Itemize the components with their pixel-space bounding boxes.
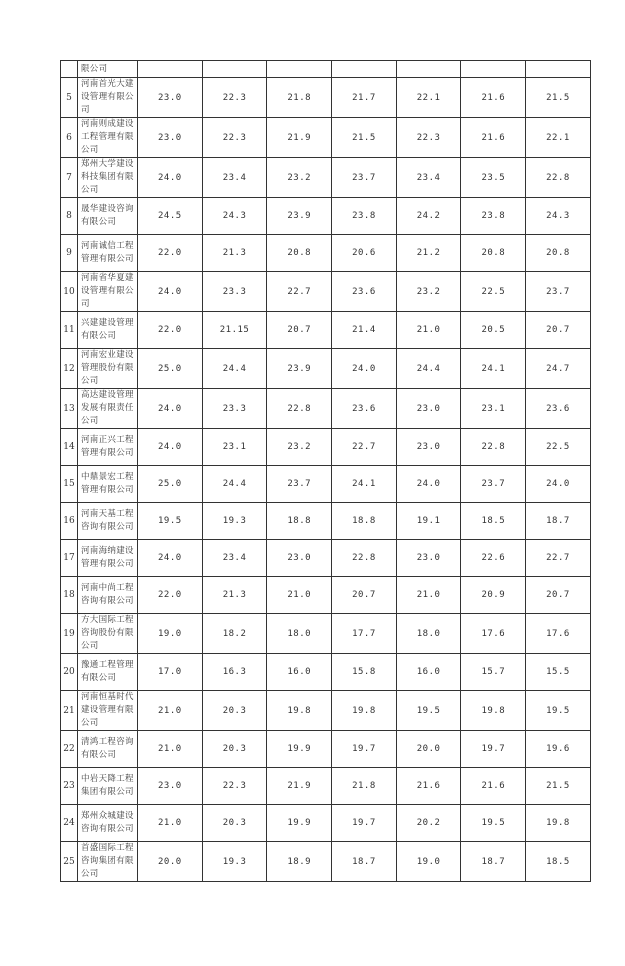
company-name-cell: 河南首光大建设管理有限公司 xyxy=(78,78,138,118)
score-cell: 24.0 xyxy=(138,429,203,466)
score-cell: 21.0 xyxy=(267,577,332,614)
score-cell xyxy=(396,61,461,78)
company-name-cell: 河南省华夏建设管理有限公司 xyxy=(78,272,138,312)
company-name-cell: 中岩天降工程集团有限公司 xyxy=(78,768,138,805)
score-cell: 22.3 xyxy=(202,78,267,118)
table-row-continued xyxy=(61,61,591,78)
company-name-cell: 高达建设管理发展有限责任公司 xyxy=(78,389,138,429)
score-cell: 18.8 xyxy=(332,503,397,540)
score-cell: 22.0 xyxy=(138,577,203,614)
score-cell: 20.8 xyxy=(267,235,332,272)
score-cell: 16.0 xyxy=(396,654,461,691)
company-name-cell: 首盛国际工程咨询集团有限公司 xyxy=(78,842,138,882)
score-cell: 21.0 xyxy=(138,691,203,731)
score-cell: 19.1 xyxy=(396,503,461,540)
score-cell: 21.0 xyxy=(396,577,461,614)
row-number-cell: 22 xyxy=(61,731,78,768)
row-number-cell: 14 xyxy=(61,429,78,466)
table-row xyxy=(61,466,591,503)
score-cell: 24.5 xyxy=(138,198,203,235)
company-name-cell: 兴建建设管理有限公司 xyxy=(78,312,138,349)
score-cell: 19.3 xyxy=(202,503,267,540)
score-cell: 23.0 xyxy=(267,540,332,577)
score-cell: 23.7 xyxy=(332,158,397,198)
document-page xyxy=(60,60,590,882)
table-row xyxy=(61,429,591,466)
score-cell: 18.0 xyxy=(267,614,332,654)
score-cell: 22.0 xyxy=(138,235,203,272)
table-row xyxy=(61,349,591,389)
company-name-cell: 河南则成建设工程管理有限公司 xyxy=(78,118,138,158)
score-cell: 24.2 xyxy=(396,198,461,235)
score-cell xyxy=(526,61,591,78)
score-cell xyxy=(332,61,397,78)
score-cell: 19.5 xyxy=(396,691,461,731)
score-cell: 24.0 xyxy=(138,389,203,429)
score-cell: 17.6 xyxy=(461,614,526,654)
score-cell: 17.6 xyxy=(526,614,591,654)
score-cell: 22.1 xyxy=(396,78,461,118)
score-cell xyxy=(202,61,267,78)
score-cell: 22.7 xyxy=(332,429,397,466)
table-row xyxy=(61,312,591,349)
score-cell: 22.1 xyxy=(526,118,591,158)
company-name-cell: 河南天基工程咨询有限公司 xyxy=(78,503,138,540)
score-cell: 23.0 xyxy=(396,429,461,466)
score-cell: 23.2 xyxy=(396,272,461,312)
row-number-cell: 19 xyxy=(61,614,78,654)
score-cell: 19.9 xyxy=(267,731,332,768)
score-cell: 23.2 xyxy=(267,158,332,198)
row-number-cell: 18 xyxy=(61,577,78,614)
score-cell: 19.7 xyxy=(332,805,397,842)
company-name-cell: 清鸿工程咨询有限公司 xyxy=(78,731,138,768)
score-table-body xyxy=(61,61,591,882)
row-number-cell: 5 xyxy=(61,78,78,118)
table-row xyxy=(61,691,591,731)
row-number-cell: 11 xyxy=(61,312,78,349)
score-cell xyxy=(138,61,203,78)
table-row xyxy=(61,158,591,198)
score-cell: 16.0 xyxy=(267,654,332,691)
score-cell: 23.6 xyxy=(526,389,591,429)
score-cell: 17.7 xyxy=(332,614,397,654)
table-row xyxy=(61,389,591,429)
table-row xyxy=(61,78,591,118)
company-name-cell: 河南中尚工程咨询有限公司 xyxy=(78,577,138,614)
score-cell: 18.7 xyxy=(526,503,591,540)
score-cell: 23.4 xyxy=(396,158,461,198)
score-cell: 18.9 xyxy=(267,842,332,882)
score-cell: 23.2 xyxy=(267,429,332,466)
score-cell: 19.0 xyxy=(138,614,203,654)
score-cell: 23.0 xyxy=(396,389,461,429)
score-cell: 23.6 xyxy=(332,389,397,429)
score-cell: 21.7 xyxy=(332,78,397,118)
row-number-cell: 20 xyxy=(61,654,78,691)
score-cell: 23.0 xyxy=(138,118,203,158)
score-cell: 23.0 xyxy=(138,768,203,805)
table-row xyxy=(61,768,591,805)
score-cell: 22.5 xyxy=(526,429,591,466)
score-cell: 18.2 xyxy=(202,614,267,654)
score-cell: 20.0 xyxy=(138,842,203,882)
score-cell: 15.8 xyxy=(332,654,397,691)
score-cell: 22.7 xyxy=(526,540,591,577)
table-row xyxy=(61,654,591,691)
row-number-cell: 21 xyxy=(61,691,78,731)
table-row xyxy=(61,198,591,235)
score-cell: 21.6 xyxy=(461,118,526,158)
score-cell: 20.7 xyxy=(526,312,591,349)
score-cell xyxy=(461,61,526,78)
score-cell: 19.8 xyxy=(461,691,526,731)
table-row xyxy=(61,540,591,577)
company-name-cell: 中鼎景宏工程管理有限公司 xyxy=(78,466,138,503)
score-cell: 19.8 xyxy=(526,805,591,842)
score-cell: 22.8 xyxy=(332,540,397,577)
table-row xyxy=(61,614,591,654)
company-name-cell: 河南正兴工程管理有限公司 xyxy=(78,429,138,466)
score-cell: 19.8 xyxy=(332,691,397,731)
company-name-cell: 郑州众城建设咨询有限公司 xyxy=(78,805,138,842)
score-cell: 20.7 xyxy=(526,577,591,614)
row-number-cell: 24 xyxy=(61,805,78,842)
score-cell: 23.1 xyxy=(202,429,267,466)
score-cell: 25.0 xyxy=(138,349,203,389)
score-cell: 21.0 xyxy=(138,731,203,768)
score-cell: 21.3 xyxy=(202,235,267,272)
score-cell: 23.4 xyxy=(202,158,267,198)
score-cell: 21.6 xyxy=(461,768,526,805)
score-cell: 21.6 xyxy=(461,78,526,118)
score-cell: 20.8 xyxy=(461,235,526,272)
score-cell: 19.7 xyxy=(332,731,397,768)
score-cell: 24.0 xyxy=(138,158,203,198)
company-name-cell: 郑州大学建设科技集团有限公司 xyxy=(78,158,138,198)
company-name-cell: 限公司 xyxy=(78,61,138,78)
score-cell: 21.9 xyxy=(267,118,332,158)
score-cell: 24.3 xyxy=(526,198,591,235)
score-cell: 25.0 xyxy=(138,466,203,503)
score-cell: 22.8 xyxy=(461,429,526,466)
table-row xyxy=(61,235,591,272)
score-cell: 19.9 xyxy=(267,805,332,842)
score-cell: 20.3 xyxy=(202,691,267,731)
row-number-cell: 15 xyxy=(61,466,78,503)
score-cell: 18.5 xyxy=(526,842,591,882)
score-cell: 22.8 xyxy=(267,389,332,429)
company-name-cell: 河南诚信工程管理有限公司 xyxy=(78,235,138,272)
score-cell: 21.0 xyxy=(138,805,203,842)
score-cell: 19.8 xyxy=(267,691,332,731)
score-cell: 21.0 xyxy=(396,312,461,349)
row-number-cell: 25 xyxy=(61,842,78,882)
score-cell: 21.5 xyxy=(526,768,591,805)
score-cell: 20.8 xyxy=(526,235,591,272)
company-name-cell: 晟华建设咨询有限公司 xyxy=(78,198,138,235)
row-number-cell: 6 xyxy=(61,118,78,158)
score-cell: 22.3 xyxy=(202,768,267,805)
score-cell: 24.7 xyxy=(526,349,591,389)
score-cell: 21.3 xyxy=(202,577,267,614)
score-cell: 22.7 xyxy=(267,272,332,312)
row-number-cell: 13 xyxy=(61,389,78,429)
score-cell: 24.1 xyxy=(461,349,526,389)
score-cell: 23.3 xyxy=(202,272,267,312)
row-number-cell xyxy=(61,61,78,78)
score-cell: 19.7 xyxy=(461,731,526,768)
score-cell: 22.3 xyxy=(202,118,267,158)
score-cell: 18.7 xyxy=(461,842,526,882)
score-cell: 21.2 xyxy=(396,235,461,272)
score-cell: 18.7 xyxy=(332,842,397,882)
score-cell: 20.6 xyxy=(332,235,397,272)
score-cell: 19.5 xyxy=(526,691,591,731)
table-row xyxy=(61,118,591,158)
score-cell: 24.0 xyxy=(138,540,203,577)
table-row xyxy=(61,842,591,882)
score-cell: 19.6 xyxy=(526,731,591,768)
table-row xyxy=(61,731,591,768)
score-cell: 22.0 xyxy=(138,312,203,349)
score-cell: 23.1 xyxy=(461,389,526,429)
score-cell: 22.6 xyxy=(461,540,526,577)
score-cell: 20.3 xyxy=(202,805,267,842)
score-cell: 23.9 xyxy=(267,198,332,235)
score-cell: 15.5 xyxy=(526,654,591,691)
score-cell: 23.4 xyxy=(202,540,267,577)
score-cell: 19.0 xyxy=(396,842,461,882)
row-number-cell: 10 xyxy=(61,272,78,312)
score-cell: 21.8 xyxy=(332,768,397,805)
score-cell: 23.5 xyxy=(461,158,526,198)
score-cell: 20.3 xyxy=(202,731,267,768)
score-cell: 20.2 xyxy=(396,805,461,842)
company-name-cell: 河南海纳建设管理有限公司 xyxy=(78,540,138,577)
score-cell: 20.7 xyxy=(332,577,397,614)
score-cell: 23.3 xyxy=(202,389,267,429)
score-cell: 20.5 xyxy=(461,312,526,349)
score-cell: 21.4 xyxy=(332,312,397,349)
score-cell: 21.6 xyxy=(396,768,461,805)
score-cell: 19.5 xyxy=(138,503,203,540)
score-table xyxy=(60,60,591,882)
row-number-cell: 23 xyxy=(61,768,78,805)
company-name-cell: 河南恒基时代建设管理有限公司 xyxy=(78,691,138,731)
score-cell: 21.5 xyxy=(526,78,591,118)
score-cell: 23.8 xyxy=(461,198,526,235)
score-cell: 18.5 xyxy=(461,503,526,540)
row-number-cell: 8 xyxy=(61,198,78,235)
company-name-cell: 河南宏业建设管理股份有限公司 xyxy=(78,349,138,389)
company-name-cell: 方大国际工程咨询股份有限公司 xyxy=(78,614,138,654)
score-cell: 19.5 xyxy=(461,805,526,842)
score-cell: 23.0 xyxy=(396,540,461,577)
score-cell: 24.0 xyxy=(526,466,591,503)
score-cell: 24.4 xyxy=(396,349,461,389)
score-cell: 18.8 xyxy=(267,503,332,540)
table-row xyxy=(61,503,591,540)
row-number-cell: 16 xyxy=(61,503,78,540)
score-cell: 23.9 xyxy=(267,349,332,389)
score-cell: 15.7 xyxy=(461,654,526,691)
row-number-cell: 12 xyxy=(61,349,78,389)
score-cell: 21.15 xyxy=(202,312,267,349)
score-cell: 23.7 xyxy=(267,466,332,503)
company-name-cell: 豫通工程管理有限公司 xyxy=(78,654,138,691)
score-cell: 22.5 xyxy=(461,272,526,312)
score-cell: 19.3 xyxy=(202,842,267,882)
table-row xyxy=(61,805,591,842)
score-cell: 24.4 xyxy=(202,349,267,389)
score-cell: 24.0 xyxy=(332,349,397,389)
score-cell: 22.3 xyxy=(396,118,461,158)
score-cell: 23.6 xyxy=(332,272,397,312)
row-number-cell: 9 xyxy=(61,235,78,272)
score-cell xyxy=(267,61,332,78)
table-row xyxy=(61,577,591,614)
score-cell: 20.0 xyxy=(396,731,461,768)
score-cell: 18.0 xyxy=(396,614,461,654)
score-cell: 24.4 xyxy=(202,466,267,503)
row-number-cell: 7 xyxy=(61,158,78,198)
score-cell: 20.7 xyxy=(267,312,332,349)
table-row xyxy=(61,272,591,312)
score-cell: 24.1 xyxy=(332,466,397,503)
score-cell: 24.0 xyxy=(396,466,461,503)
score-cell: 23.0 xyxy=(138,78,203,118)
score-cell: 17.0 xyxy=(138,654,203,691)
score-cell: 16.3 xyxy=(202,654,267,691)
score-cell: 23.7 xyxy=(526,272,591,312)
score-cell: 21.8 xyxy=(267,78,332,118)
score-cell: 23.8 xyxy=(332,198,397,235)
score-cell: 21.5 xyxy=(332,118,397,158)
score-cell: 24.3 xyxy=(202,198,267,235)
score-cell: 20.9 xyxy=(461,577,526,614)
score-cell: 22.8 xyxy=(526,158,591,198)
score-cell: 24.0 xyxy=(138,272,203,312)
score-cell: 21.9 xyxy=(267,768,332,805)
score-cell: 23.7 xyxy=(461,466,526,503)
row-number-cell: 17 xyxy=(61,540,78,577)
